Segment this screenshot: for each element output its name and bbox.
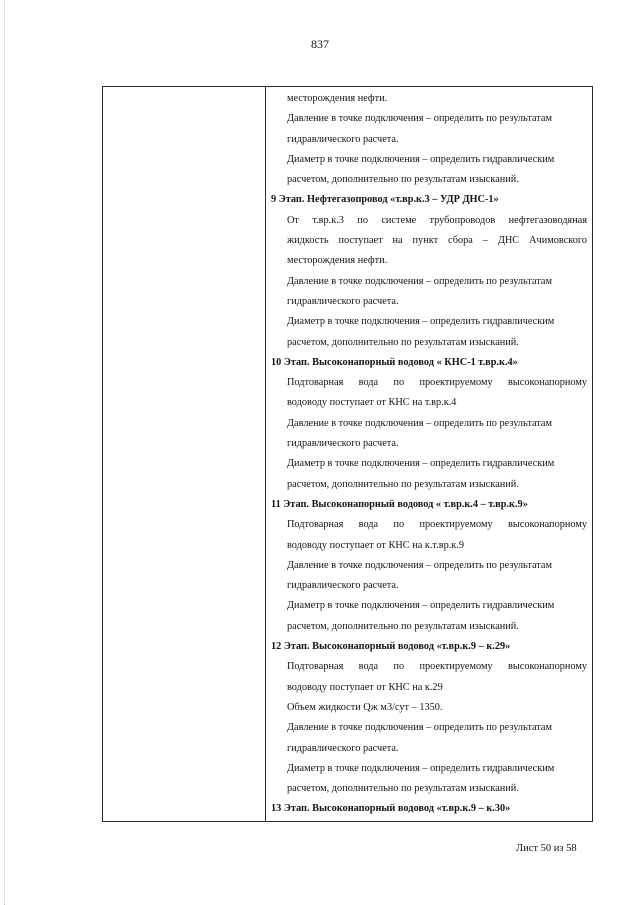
text-line: расчетом, дополнительно по результатам изысканий. — [287, 336, 519, 348]
text-line: Давление в точке подключения – определить по результатам — [287, 417, 552, 429]
text-line: От т.вр.к.3 по системе трубопроводов нефтегазоводяная — [287, 214, 587, 226]
text-line: жидкость поступает на пункт сбора – ДНС Ачимовского — [287, 235, 587, 247]
text-line: водоводу поступает от КНС на к.т.вр.к.9 — [287, 539, 465, 551]
text-line: Подтоварная вода по проектируемому высоконапорному — [287, 661, 587, 673]
text-line: Объем жидкости Qж м3/сут – 1350. — [287, 701, 443, 713]
text-line: Диаметр в точке подключения – определить гидравлическим — [287, 316, 555, 328]
text-line: Диаметр в точке подключения – определить гидравлическим — [287, 762, 555, 774]
requirements-table — [102, 86, 593, 822]
page-number: 837 — [311, 37, 329, 51]
text-line: Диаметр в точке подключения – определить гидравлическим — [287, 153, 555, 165]
text-line: Диаметр в точке подключения – определить гидравлическим — [287, 458, 555, 470]
text-line: гидравлического расчета. — [287, 295, 399, 307]
description-cell — [271, 89, 587, 820]
text-line: Давление в точке подключения – определить по результатам — [287, 722, 552, 734]
text-line: Давление в точке подключения – определить по результатам — [287, 113, 552, 125]
stage-heading: 10 Этап. Высоконапорный водовод « КНС-1 т.вр.к.4» — [271, 356, 518, 368]
text-line: Давление в точке подключения – определить по результатам — [287, 559, 552, 571]
text-line: гидравлического расчета. — [287, 742, 399, 754]
text-line: месторождения нефти. — [287, 93, 388, 104]
text-line: Подтоварная вода по проектируемому высоконапорному — [287, 377, 587, 389]
stage-heading: 9 Этап. Нефтегазопровод «т.вр.к.3 – УДР ДНС-1» — [271, 194, 499, 206]
text-line: водоводу поступает от КНС на к.29 — [287, 681, 443, 693]
text-line: Подтоварная вода по проектируемому высоконапорному — [287, 519, 587, 531]
text-line: расчетом, дополнительно по результатам изысканий. — [287, 478, 519, 490]
text-line: расчетом, дополнительно по результатам изысканий. — [287, 783, 519, 795]
column-divider — [265, 87, 266, 821]
text-line: Давление в точке подключения – определить по результатам — [287, 275, 552, 287]
stage-heading: 12 Этап. Высоконапорный водовод «т.вр.к.9 – к.29» — [271, 641, 511, 653]
text-line: расчетом, дополнительно по результатам изысканий. — [287, 174, 519, 186]
text-line: гидравлического расчета. — [287, 580, 399, 592]
text-line: гидравлического расчета. — [287, 133, 399, 145]
scan-edge — [4, 0, 5, 905]
stage-heading: 13 Этап. Высоконапорный водовод «т.вр.к.9 – к.30» — [271, 803, 511, 815]
text-line: Диаметр в точке подключения – определить гидравлическим — [287, 600, 555, 612]
sheet-counter: Лист 50 из 58 — [516, 843, 577, 854]
text-line: водоводу поступает от КНС на т.вр.к.4 — [287, 397, 457, 409]
text-line: расчетом, дополнительно по результатам изысканий. — [287, 620, 519, 632]
text-line: месторождения нефти. — [287, 255, 388, 267]
stage-heading: 11 Этап. Высоконапорный водовод « т.вр.к.4 – т.вр.к.9» — [271, 498, 528, 510]
text-line: гидравлического расчета. — [287, 438, 399, 450]
